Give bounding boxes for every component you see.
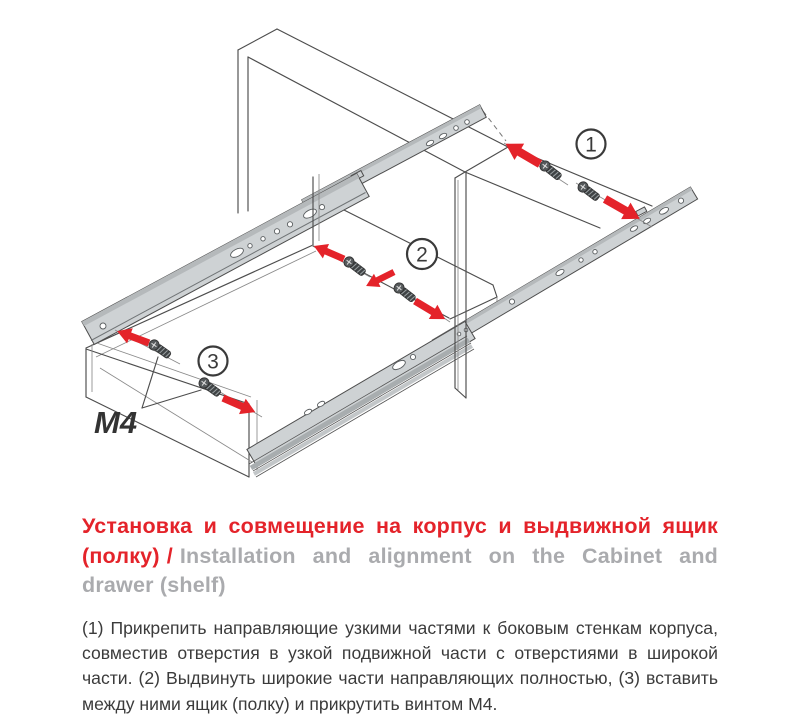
title-separator: /: [166, 543, 173, 568]
screw-size-label: M4: [94, 405, 138, 440]
screw-icon: [147, 338, 173, 360]
title-russian: Установка и совмещение на корпус и выдвижной ящик (полку): [82, 514, 718, 568]
screw-icon: [197, 376, 223, 399]
title-english: Installation and alignment on the Cabinet and drawer (shelf): [82, 543, 718, 597]
arrow-step2-right: [411, 294, 450, 326]
arrow-step1-left: [501, 136, 545, 173]
right-slide-rail: [247, 187, 698, 477]
screw-icon: [392, 281, 417, 304]
cabinet-right-panel-front: [455, 172, 466, 398]
step-2-number: 2: [416, 243, 428, 267]
screw-icon: [342, 255, 367, 278]
step-1-number: 1: [585, 133, 597, 157]
text-section: [0, 512, 800, 717]
section-title: [82, 512, 718, 601]
screw-icon: [538, 159, 563, 182]
arrow-step2-left: [311, 239, 347, 266]
instruction-text: (1) Прикрепить направляющие узкими частями к боковым стенкам корпуса, совместив отверстия в узкой подвижной части с отверстиями в широкой части. (2) Выдвинуть широкие части направляющих полностью, (3) вставить между ними ящик (полку) и прикрутить винтом М4.: [82, 617, 718, 714]
step-3-number: 3: [207, 350, 219, 374]
